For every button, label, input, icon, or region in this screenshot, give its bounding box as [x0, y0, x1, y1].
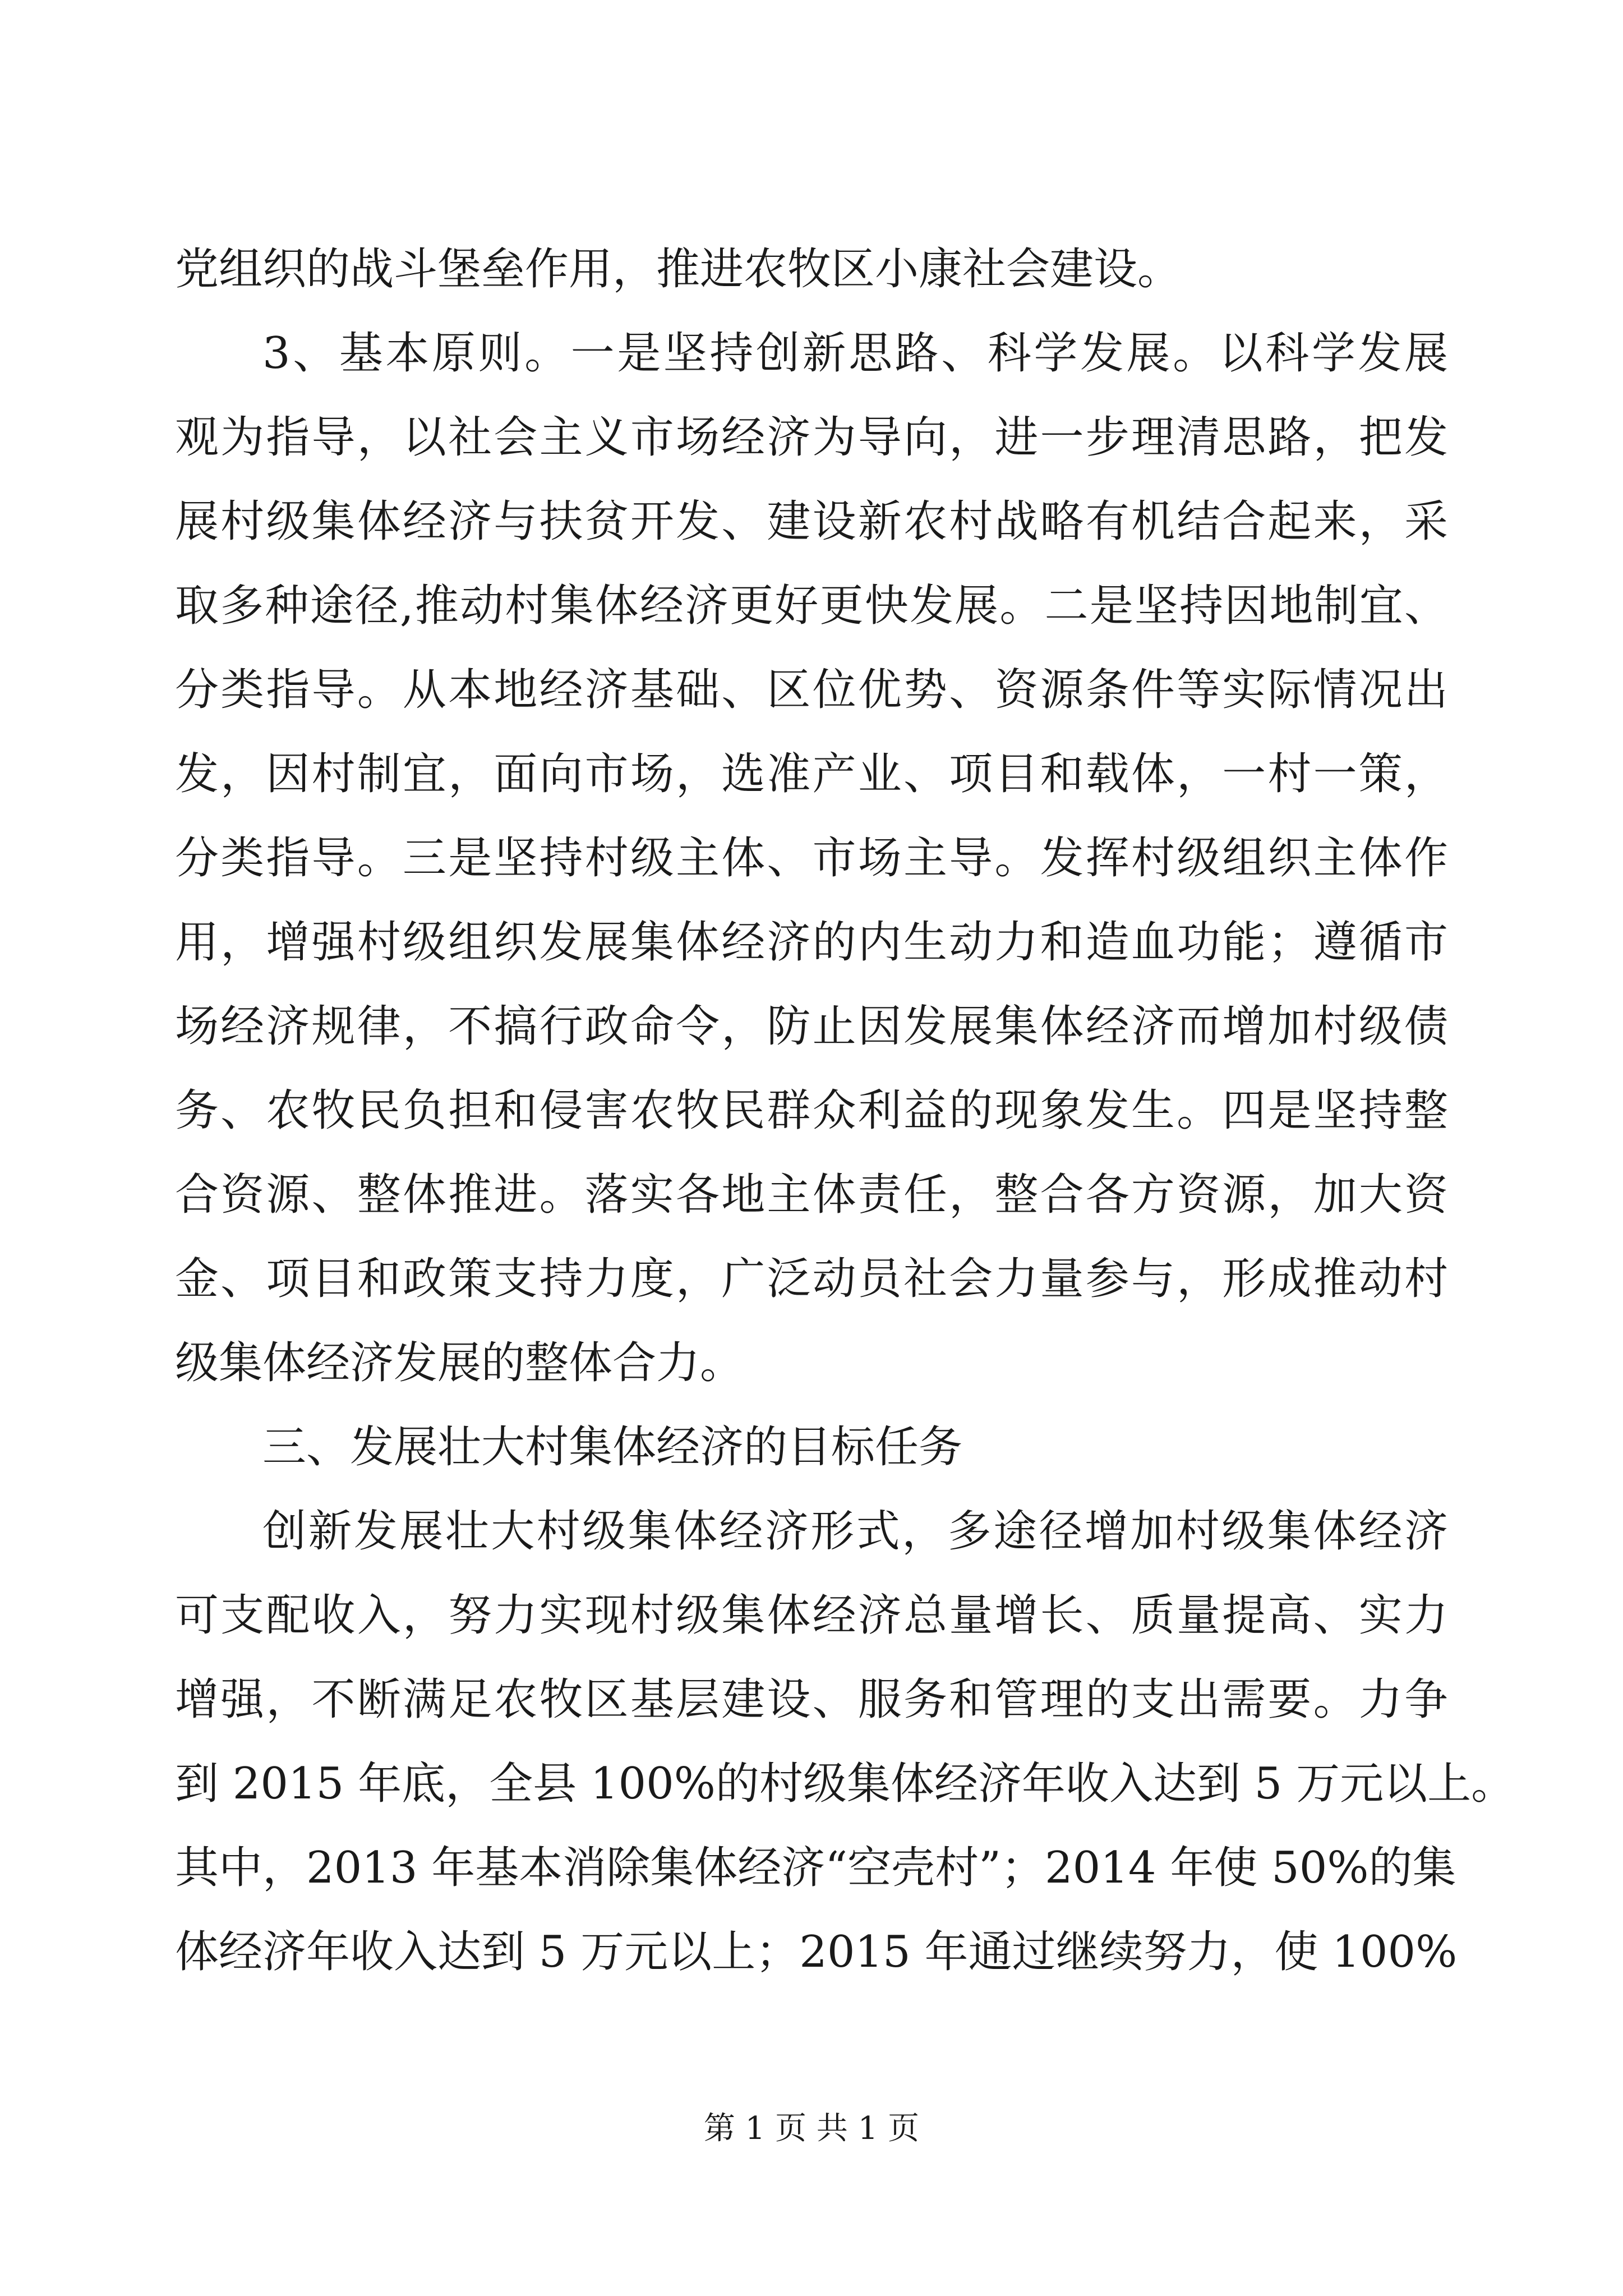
text-line: 务、农牧民负担和侵害农牧民群众利益的现象发生。四是坚持整: [175, 1085, 1448, 1136]
text-line: 观为指导，以社会主义市场经济为导向，进一步理清思路，把发: [175, 412, 1448, 463]
text-line: 增强，不断满足农牧区基层建设、服务和管理的支出需要。力争: [175, 1674, 1448, 1725]
text-line: 用，增强村级组织发展集体经济的内生动力和造血功能；遵循市: [175, 917, 1448, 968]
text-line: 创新发展壮大村级集体经济形式，多途径增加村级集体经济: [262, 1506, 1448, 1557]
text-line: 金、项目和政策支持力度，广泛动员社会力量参与，形成推动村: [175, 1254, 1448, 1304]
text-line: 级集体经济发展的整体合力。: [175, 1338, 744, 1388]
text-line: 分类指导。三是坚持村级主体、市场主导。发挥村级组织主体作: [175, 833, 1448, 884]
text-line: 场经济规律，不搞行政命令，防止因发展集体经济而增加村级债: [175, 1001, 1448, 1052]
text-line: 3、基本原则。一是坚持创新思路、科学发展。以科学发展: [262, 328, 1448, 379]
text-line: 党组织的战斗堡垒作用，推进农牧区小康社会建设。: [175, 244, 1182, 295]
section-heading: 三、发展壮大村集体经济的目标任务: [262, 1422, 963, 1473]
text-line: 发，因村制宜，面向市场，选准产业、项目和载体，一村一策，: [175, 749, 1448, 799]
text-line: 取多种途径,推动村集体经济更好更快发展。二是坚持因地制宜、: [175, 581, 1448, 631]
text-line: 合资源、整体推进。落实各地主体责任，整合各方资源，加大资: [175, 1170, 1448, 1220]
text-line: 展村级集体经济与扶贫开发、建设新农村战略有机结合起来，采: [175, 496, 1448, 547]
page-footer: 第 1 页 共 1 页: [703, 2110, 920, 2147]
text-line: 可支配收入，努力实现村级集体经济总量增长、质量提高、实力: [175, 1590, 1448, 1641]
text-line: 其中，2013 年基本消除集体经济“空壳村”；2014 年使 50%的集: [175, 1843, 1456, 1893]
text-line: 到 2015 年底，全县 100%的村级集体经济年收入达到 5 万元以上。: [175, 1759, 1515, 1809]
text-line: 分类指导。从本地经济基础、区位优势、资源条件等实际情况出: [175, 665, 1448, 715]
text-line: 体经济年收入达到 5 万元以上；2015 年通过继续努力，使 100%: [175, 1927, 1458, 1977]
